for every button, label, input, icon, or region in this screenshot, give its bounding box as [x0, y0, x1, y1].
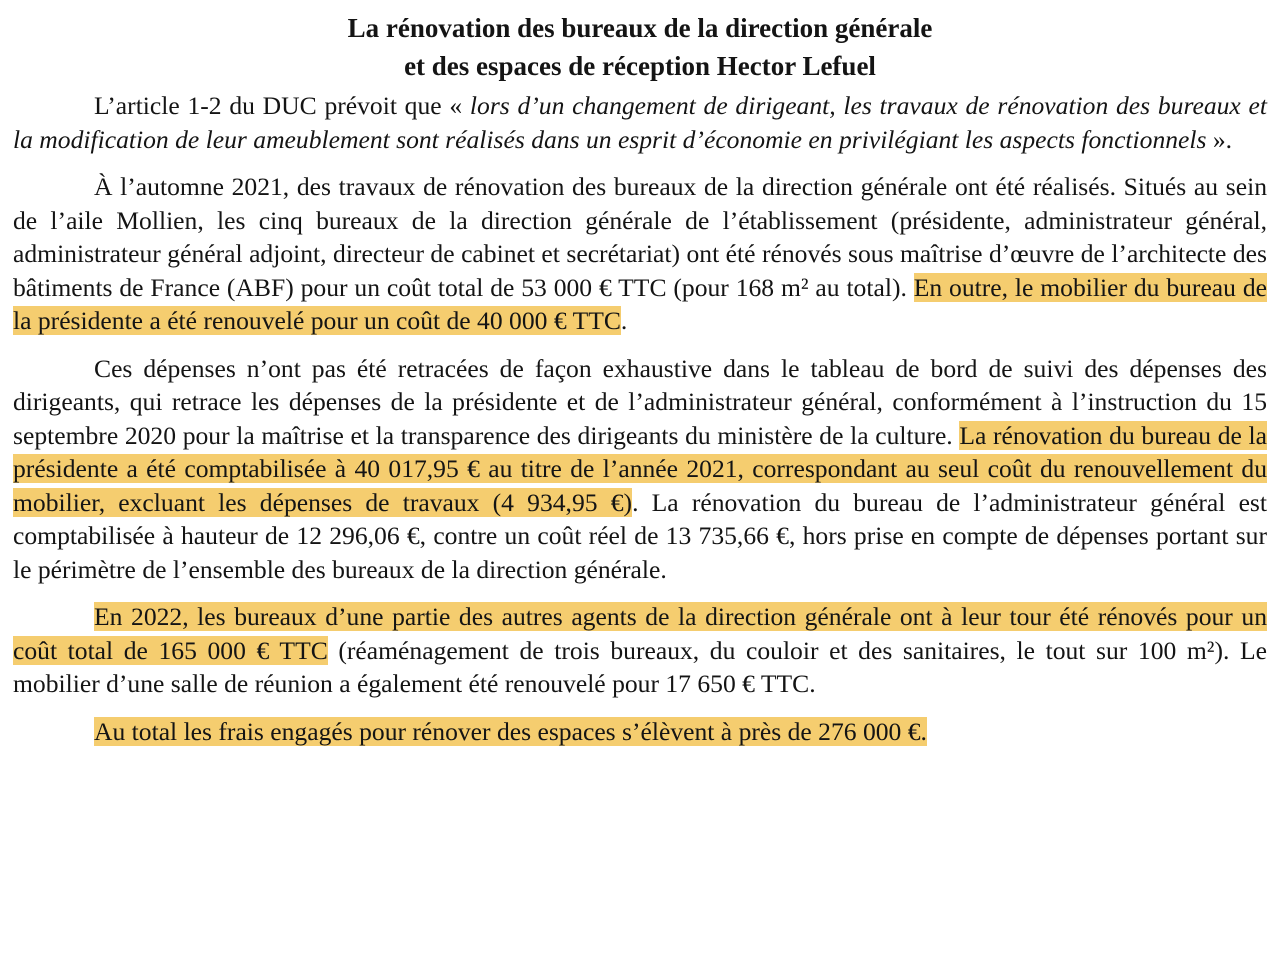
highlighted-text: En 2022, les bureaux d’une partie des autres agents de la direction générale ont à leur tour été rénovés pour un coût total de 165 000 € TTC [13, 602, 1267, 665]
title-line-1: La rénovation des bureaux de la direction générale [347, 13, 933, 43]
paragraph-dashboard-expenses [13, 352, 1267, 587]
paragraph-text: ». [1206, 124, 1233, 154]
highlighted-text: La rénovation du bureau de la présidente a été comptabilisée à 40 017,95 € au titre de l’année 2021, correspondant au seul coût du renouvellement du mobilier, excluant les dépenses de travaux (4 934,95 €) [13, 420, 1267, 517]
paragraph-total-cost [13, 715, 1267, 749]
quotation: lors d’un changement de dirigeant, les travaux de rénovation des bureaux et la modification de leur ameublement sont réalisés dans un esprit d’économie en privilégiant les aspects fonctionnels [13, 91, 1267, 154]
paragraph-renovation-2022 [13, 600, 1267, 701]
paragraph-text: . La rénovation du bureau de l’administrateur général est comptabilisée à hauteur de 12 296,06 €, contre un coût réel de 13 735,66 €, hors prise en compte de dépenses portant sur le périmètre de l’ensemble des bureaux de la direction générale. [13, 487, 1268, 584]
paragraph-text: . [620, 306, 628, 335]
paragraph-text: Ces dépenses n’ont pas été retracées de façon exhaustive dans le tableau de bord de suivi des dépenses des dirigeants, qui retrace les dépenses de la présidente et de l’administrateur général, conformément à l’instruction du 15 septembre 2020 pour la maîtrise et la transparence des dirigeants du ministère de la culture. [13, 353, 1267, 450]
highlighted-text: Au total les frais engagés pour rénover des espaces s’élèvent à près de 276 000 €. [94, 716, 927, 746]
title-line-2: et des espaces de réception Hector Lefuel [404, 50, 876, 81]
paragraph-text: À l’automne 2021, des travaux de rénovation des bureaux de la direction générale ont été réalisés. Situés au sein de l’aile Mollien, les cinq bureaux de la direction générale de l’établissement (présidente, administrateur général, administrateur général adjoint, directeur de cabinet et secrétariat) ont été rénovés sous maîtrise d’œuvre de l’architecte des bâtiments de France (ABF) pour un coût total de 53 000 € TTC (pour 168 m² au total). [13, 172, 1267, 302]
highlighted-text: En outre, le mobilier du bureau de la présidente a été renouvelé pour un coût de 40 000 € TTC [13, 272, 1267, 335]
document-title [13, 10, 1267, 85]
paragraph-text: L’article 1-2 du DUC prévoit que « [94, 91, 470, 120]
paragraph-text: (réaménagement de trois bureaux, du couloir et des sanitaires, le tout sur 100 m²). Le mobilier d’une salle de réunion a également été renouvelé pour 17 650 € TTC. [13, 635, 1267, 698]
paragraph-duc-article [13, 89, 1267, 156]
paragraph-renovation-2021 [13, 170, 1267, 338]
